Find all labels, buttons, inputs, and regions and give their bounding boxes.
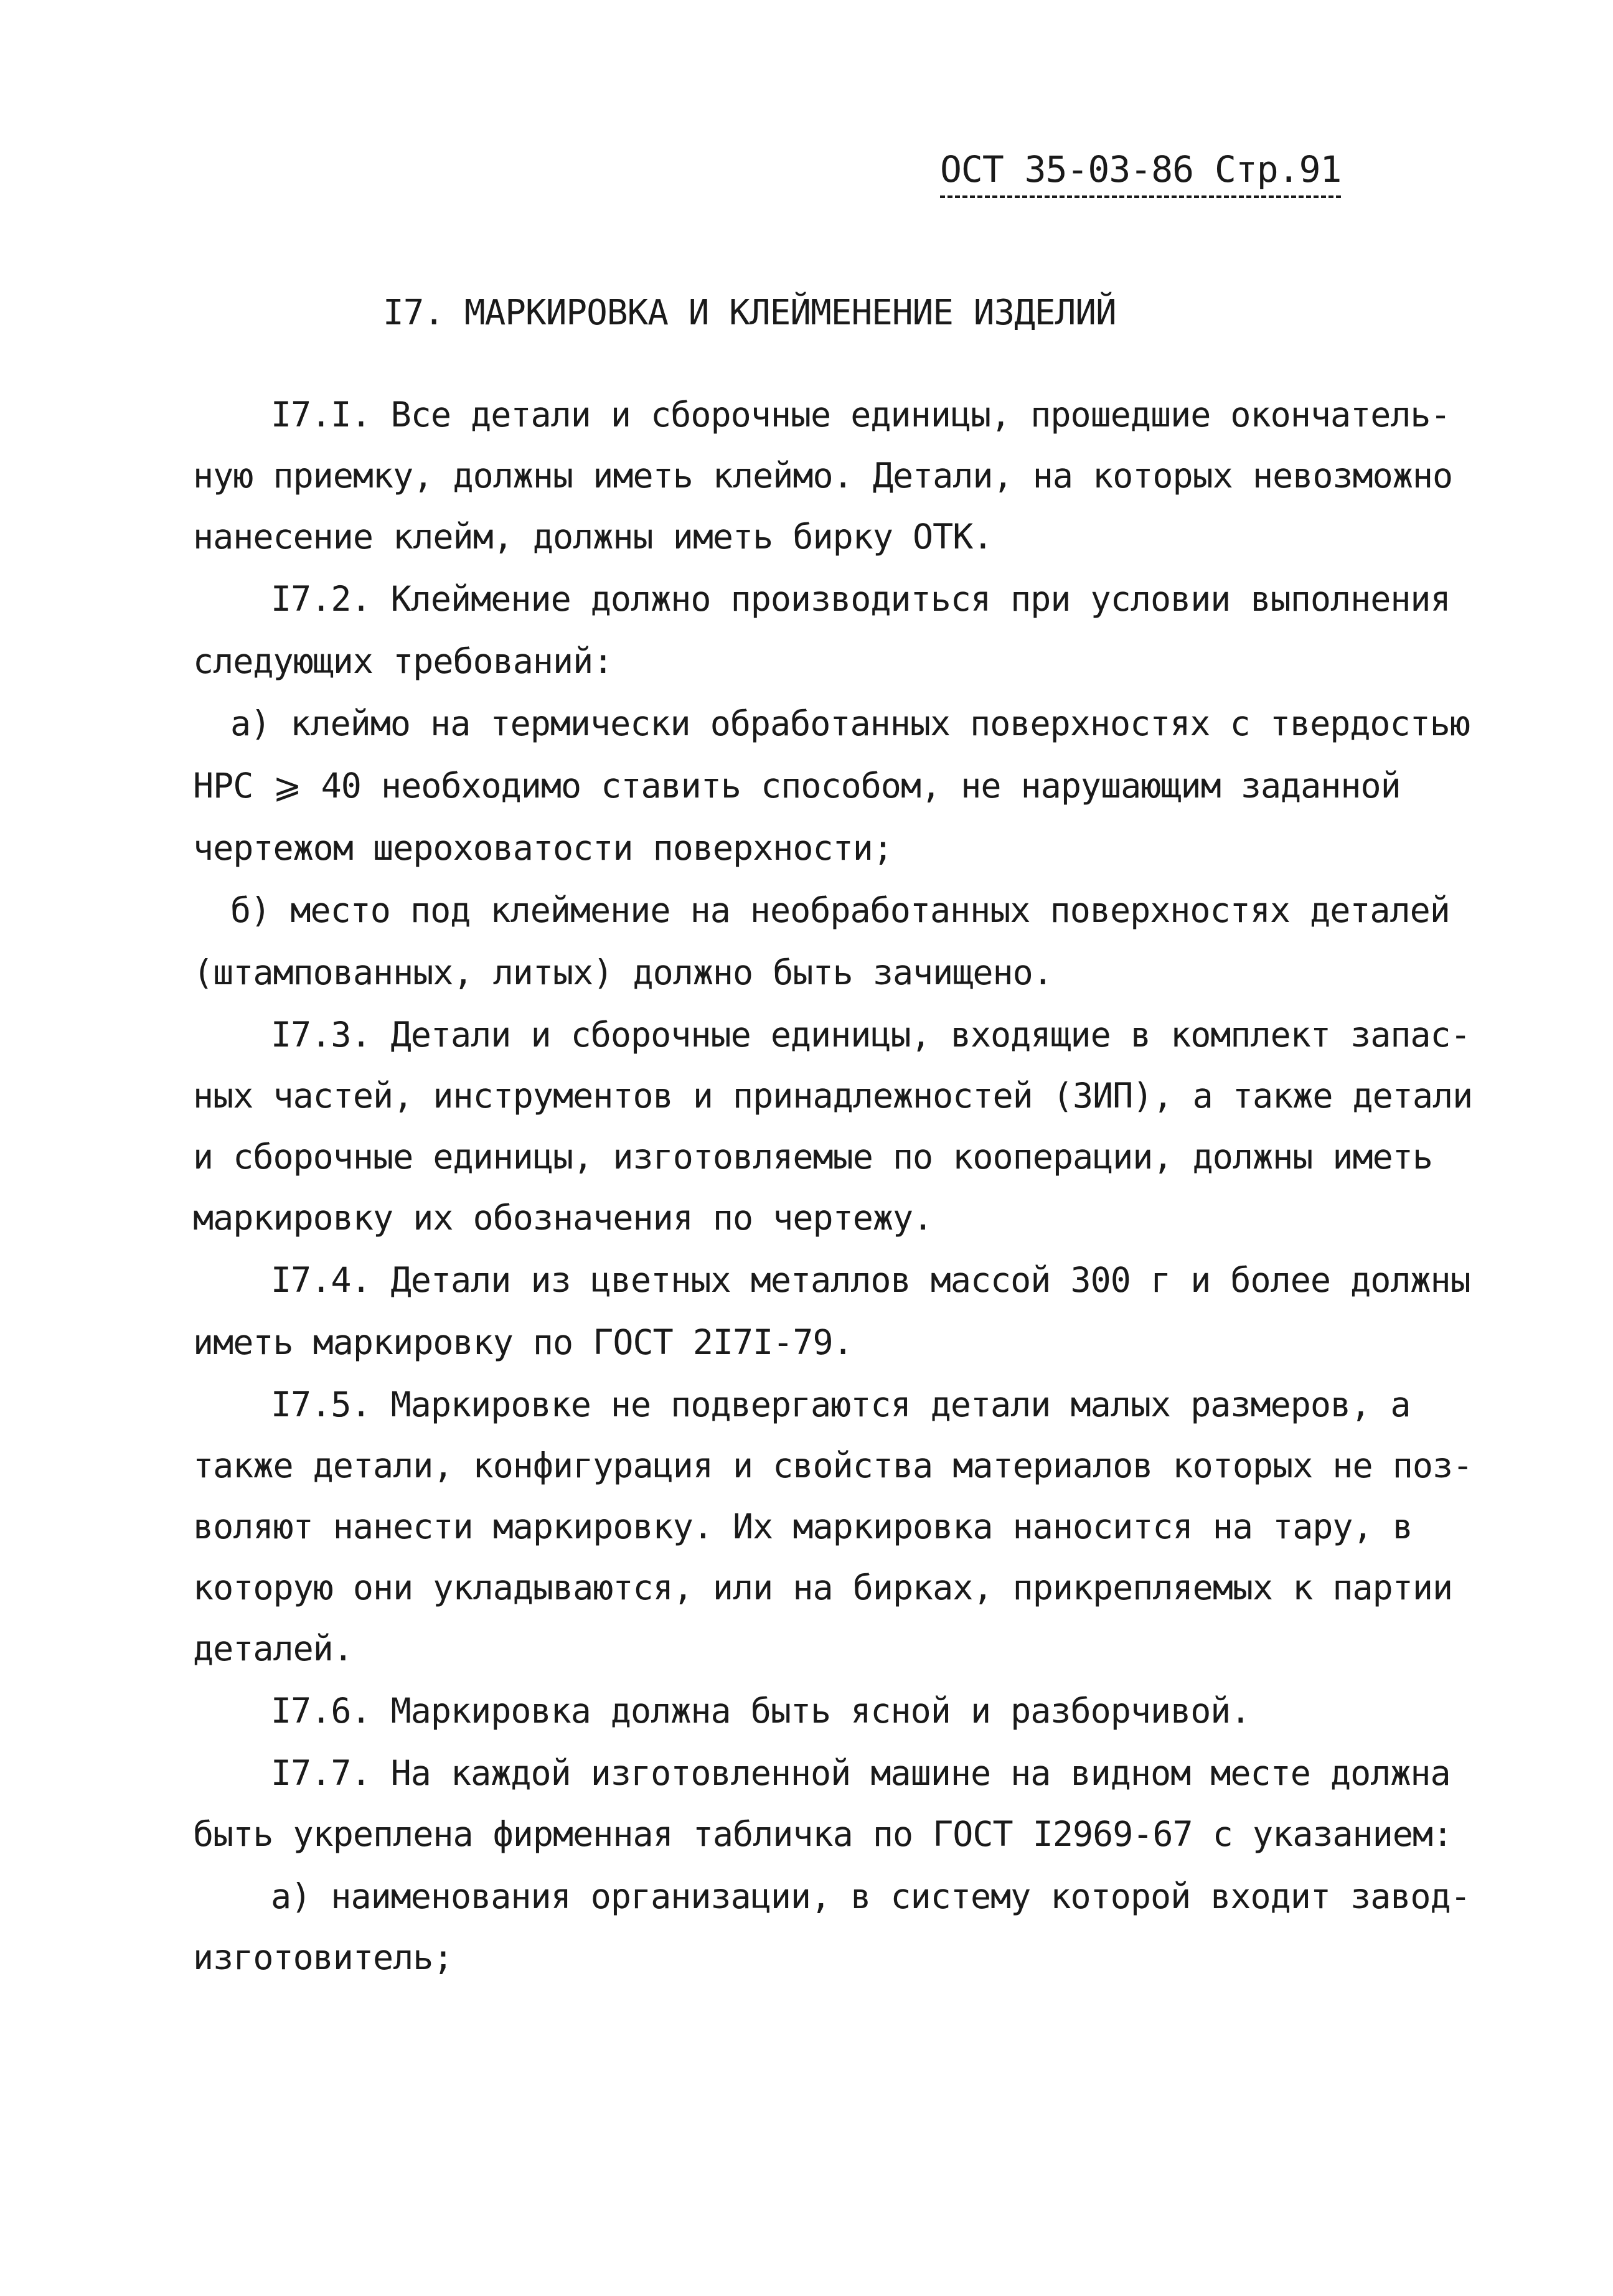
text-line: HPC ⩾ 40 необходимо ставить способом, не нарушающим заданной xyxy=(193,766,1401,806)
section-title: I7. МАРКИРОВКА И КЛЕЙМЕНЕНИЕ ИЗДЕЛИЙ xyxy=(383,293,1116,333)
text-line: деталей. xyxy=(193,1629,353,1668)
text-line: I7.7. На каждой изготовленной машине на видном месте должна xyxy=(271,1753,1451,1793)
text-line: I7.I. Все детали и сборочные единицы, прошедшие окончатель- xyxy=(271,395,1451,435)
text-line: которую они укладываются, или на бирках, прикрепляемых к партии xyxy=(193,1568,1453,1607)
text-line: I7.3. Детали и сборочные единицы, входящие в комплект запас- xyxy=(271,1015,1470,1055)
text-line: I7.4. Детали из цветных металлов массой 300 г и более должны xyxy=(271,1260,1470,1300)
text-line: иметь маркировку по ГОСТ 2I7I-79. xyxy=(193,1322,853,1362)
text-line: I7.5. Маркировке не подвергаются детали малых размеров, а xyxy=(271,1385,1411,1424)
text-line: чертежом шероховатости поверхности; xyxy=(193,828,893,868)
page-header: ОСТ 35-03-86 Стр.91 xyxy=(940,148,1341,198)
text-line: I7.2. Клеймение должно производиться при условии выполнения xyxy=(271,579,1451,619)
text-line: а) наименования организации, в систему которой входит завод- xyxy=(271,1876,1470,1916)
text-line: также детали, конфигурация и свойства материалов которых не поз- xyxy=(193,1446,1473,1485)
text-line: и сборочные единицы, изготовляемые по кооперации, должны иметь xyxy=(193,1137,1432,1177)
text-line: быть укреплена фирменная табличка по ГОСТ I2969-67 с указанием: xyxy=(193,1814,1453,1854)
text-line: б) место под клеймение на необработанных поверхностях деталей xyxy=(230,890,1450,930)
text-line: ных частей, инструментов и принадлежностей (ЗИП), а также детали xyxy=(193,1076,1473,1116)
text-line: воляют нанести маркировку. Их маркировка наносится на тару, в xyxy=(193,1507,1413,1546)
text-line: следующих требований: xyxy=(193,641,613,681)
text-line: нанесение клейм, должны иметь бирку ОТК. xyxy=(193,517,993,557)
text-line: (штампованных, литых) должно быть зачищено. xyxy=(193,953,1053,992)
text-line: ную приемку, должны иметь клеймо. Детали, на которых невозможно xyxy=(193,456,1453,496)
text-line: I7.6. Маркировка должна быть ясной и разборчивой. xyxy=(271,1691,1251,1731)
text-line: а) клеймо на термически обработанных поверхностях с твердостью xyxy=(230,703,1470,743)
text-line: маркировку их обозначения по чертежу. xyxy=(193,1198,933,1238)
text-line: изготовитель; xyxy=(193,1937,453,1977)
